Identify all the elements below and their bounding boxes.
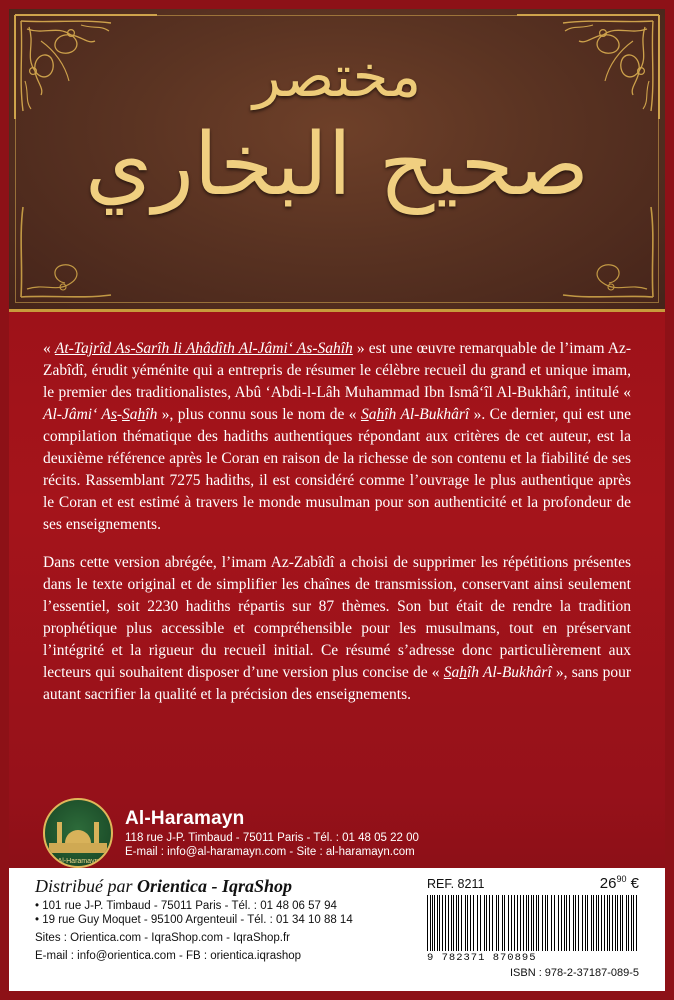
- description-paragraph-2: Dans cette version abrégée, l’imam Az-Zabîdî a choisi de supprimer les répétitions présentes dans le texte original et de simplifier les chaînes de transmission, conservant ainsi seulement l’essentiel, soit 2230 hadiths répartis sur 87 thèmes. Son but était de rendre la tradition prophétique plus accessible et compréhensible pour les musulmans, tout en préservant l’intégrité et la rigueur du recueil initial. Ce résumé s’adresse donc particulièrement aux lecteurs qui souhaitent disposer d’une version plus concise de « Sahîh Al-Bukhârî », sans pour autant sacrifier la qualité et la précision des enseignements.: [43, 554, 632, 703]
- publisher-logo-label: Al-Haramayn: [57, 858, 99, 865]
- publisher-address: 118 rue J-P. Timbaud - 75011 Paris - Tél. : 01 48 05 22 00: [125, 831, 419, 844]
- publisher-logo-icon: [43, 798, 113, 868]
- isbn-text: ISBN : 978-2-37187-089-5: [509, 967, 639, 979]
- arabic-title: [9, 43, 665, 215]
- product-ref: REF. 8211: [427, 877, 485, 891]
- barcode-digits: 9 782371 870895: [427, 952, 537, 964]
- product-price: $26^{90}$ €: [599, 874, 639, 892]
- barcode-image: [427, 895, 639, 951]
- arabic-title-line2: صحيح البخاري: [85, 114, 589, 215]
- distributor-brand: Orientica - IqraShop: [137, 876, 293, 896]
- description-paragraph-1: « At-Tajrîd As-Sarîh li Ahâdîth Al-Jâmi‘ As-Sahîh » est une œuvre remarquable de l’imam Az-Zabîdî, érudit yéménite qui a entrepris de résumer le célèbre recueil du grand et unique imam, le premier des traditionalistes, Abû ‘Abdi-l-Lâh Muhammad Ibn Ismâ‘îl Al-Bukhârî, intitulé « Al-Jâmi‘ As-Sahîh », plus connu sous le nom de « Sahîh Al-Bukhârî ». Ce dernier, qui est une compilation thématique des hadiths authentiques répondant aux critères de cet auteur, est la deuxième référence après le Coran en raison de la richesse de son contenu et la fiabilité de ses récits. Rassemblant 7275 hadiths, il est considéré comme l’ouvrage le plus authentique après le Coran et est estimé à travers le monde musulman pour son authenticité et la profondeur de ses enseignements.: [43, 340, 632, 533]
- distributor-address-1: • 101 rue J-P. Timbaud - 75011 Paris - Tél. : 01 48 06 57 94: [35, 900, 337, 912]
- description-section: [9, 312, 665, 794]
- publisher-email: E-mail : info@al-haramayn.com - Site : al-haramayn.com: [125, 845, 415, 858]
- cover-title-panel: [9, 9, 665, 312]
- distributor-sites: Sites : Orientica.com - IqraShop.com - IqraShop.fr: [35, 932, 291, 944]
- distributor-title-prefix: Distribué par: [35, 876, 138, 896]
- footer-section: [9, 868, 665, 984]
- distributor-address-2: • 19 rue Guy Moquet - 95100 Argenteuil - Tél. : 01 34 10 88 14: [35, 914, 353, 926]
- publisher-details: [125, 807, 419, 860]
- arabic-title-line1: مختصر: [252, 42, 422, 110]
- publisher-name: Al-Haramayn: [125, 807, 245, 829]
- product-info: [427, 874, 639, 979]
- distributor-emails: E-mail : info@orientica.com - FB : orientica.iqrashop: [35, 950, 302, 962]
- publisher-block: [9, 794, 665, 868]
